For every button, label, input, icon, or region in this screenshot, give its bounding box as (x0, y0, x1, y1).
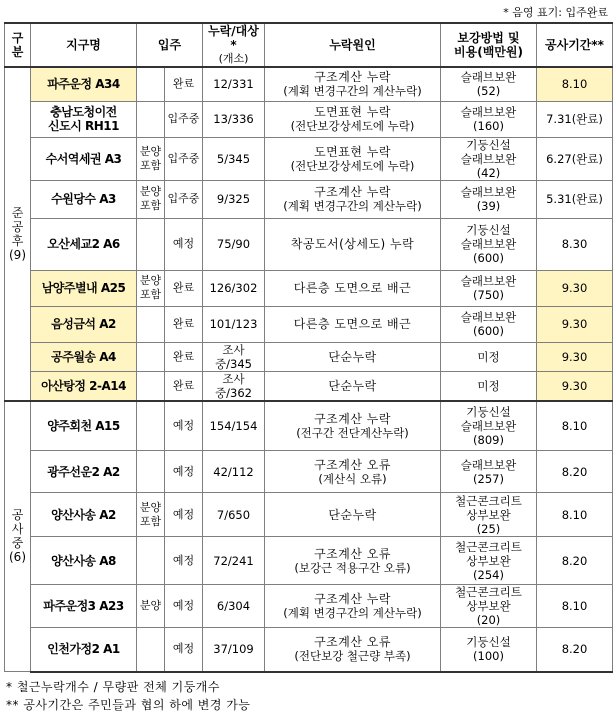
footnote-1: * 철근누락개수 / 무량판 전체 기둥개수 (6, 680, 220, 694)
omission-count: 154/154 (203, 401, 265, 451)
cause-cell (265, 218, 441, 270)
cause-main: 단순누락 (328, 378, 377, 393)
district-name: 양주회천 A15 (31, 401, 137, 451)
district-name: 파주운정 A34 (31, 67, 137, 101)
method-cell (441, 493, 537, 537)
table-body (5, 67, 613, 672)
cause-cell (265, 628, 441, 672)
method-cell (441, 218, 537, 270)
table-row (5, 493, 613, 537)
cause-cell (265, 67, 441, 101)
method-cell (441, 585, 537, 628)
period-cell: 8.30 (537, 218, 613, 270)
method-text: 철근콘크리트 상부보완 (455, 539, 522, 568)
cause-detail: (전단보강상세도에 누락) (290, 119, 415, 133)
method-text: 기둥신설 슬래브보완 (460, 137, 517, 166)
move-in-status: 예정 (165, 493, 203, 537)
period-cell: 9.30 (537, 371, 613, 401)
district-name: 광주선운2 A2 (31, 451, 137, 493)
cause-main: 구조계산 오류 (314, 635, 391, 650)
move-in-status: 예정 (165, 218, 203, 270)
omission-count: 75/90 (203, 218, 265, 270)
period-cell: 9.30 (537, 306, 613, 342)
cause-cell (265, 493, 441, 537)
cause-detail: (계획 변경구간의 계산누락) (283, 84, 422, 99)
method-text: 기둥신설 슬래브보완 (460, 404, 517, 433)
method-text: 철근콘크리트 상부보완 (455, 585, 522, 613)
cost-text: (600) (473, 251, 504, 265)
cause-cell (265, 101, 441, 137)
period-cell: 8.10 (537, 585, 613, 628)
cost-text: (160) (473, 119, 504, 133)
move-in-status: 입주중 (165, 180, 203, 218)
district-name: 파주운정3 A23 (31, 585, 137, 628)
cause-cell (265, 371, 441, 401)
method-cell (441, 137, 537, 180)
cause-main: 구조계산 누락 (314, 70, 391, 85)
scope-cell: 분양 포함 (137, 180, 165, 218)
period-cell: 8.10 (537, 401, 613, 451)
method-text: 슬래브보완 (460, 70, 517, 85)
method-text: 슬래브보완 (460, 310, 517, 324)
method-cell (441, 306, 537, 342)
omission-count: 조사중/362 (203, 371, 265, 401)
district-name: 양산사송 A8 (31, 537, 137, 585)
cost-text: (52) (476, 84, 501, 99)
header-group-text: 구분 (11, 31, 24, 59)
move-in-status: 예정 (165, 628, 203, 672)
table-row (5, 180, 613, 218)
cause-detail: (보강근 적용구간 오류) (294, 560, 411, 575)
move-in-status: 입주중 (165, 137, 203, 180)
move-in-status: 입주중 (165, 101, 203, 137)
method-text: 슬래브보완 (460, 274, 517, 288)
table-row (5, 342, 613, 371)
move-in-status: 완료 (165, 371, 203, 401)
table-row (5, 585, 613, 628)
omission-count: 37/109 (203, 628, 265, 672)
cost-text: (254) (473, 567, 504, 582)
method-cell (441, 371, 537, 401)
cost-text: (20) (476, 613, 501, 627)
cause-detail: (전단보강상세도에 누락) (290, 158, 415, 173)
scope-cell: 분양 포함 (137, 493, 165, 537)
cause-main: 다른층 도면으로 배근 (293, 281, 412, 295)
method-cell (441, 67, 537, 101)
omission-count: 126/302 (203, 270, 265, 306)
omission-count: 7/650 (203, 493, 265, 537)
header-method-label: 보강방법 및 (457, 31, 520, 45)
method-text: 철근콘크리트 상부보완 (455, 493, 522, 522)
header-omission-unit: (개소) (218, 52, 249, 65)
cause-main: 단순누락 (328, 349, 377, 364)
scope-cell: 분양 포함 (137, 137, 165, 180)
cause-main: 구조계산 누락 (314, 411, 391, 426)
header-cost-label: 비용(백만원) (454, 45, 523, 59)
cause-cell (265, 585, 441, 628)
cause-main: 도면표현 누락 (314, 105, 391, 119)
cause-main: 구조계산 누락 (314, 185, 391, 199)
cause-main: 구조계산 오류 (314, 546, 391, 561)
scope-cell (137, 371, 165, 401)
method-cell (441, 451, 537, 493)
header-move-in: 입주 (137, 23, 203, 67)
omission-count: 9/325 (203, 180, 265, 218)
footnote-2: ** 공사기간은 주민들과 협의 하에 변경 가능 (6, 698, 251, 712)
cause-main: 단순누락 (328, 507, 377, 522)
district-name: 남양주별내 A25 (31, 270, 137, 306)
district-name: 수원당수 A3 (31, 180, 137, 218)
cause-cell (265, 342, 441, 371)
cost-text: (600) (473, 324, 504, 338)
shading-note: * 음영 표기: 입주완료 (503, 6, 608, 19)
district-name: 인천가정2 A1 (31, 628, 137, 672)
method-text: 슬래브보완 (460, 105, 517, 119)
scope-cell: 분양 (137, 585, 165, 628)
method-text: 슬래브보완 (460, 457, 517, 472)
scope-cell (137, 67, 165, 101)
cost-text: (100) (473, 649, 504, 664)
scope-cell: 분양 포함 (137, 270, 165, 306)
table-row (5, 270, 613, 306)
omission-count: 12/331 (203, 67, 265, 101)
method-text: 미정 (477, 378, 500, 393)
period-cell: 9.30 (537, 342, 613, 371)
table-row (5, 371, 613, 401)
cost-text: (809) (473, 432, 504, 447)
scope-cell (137, 628, 165, 672)
method-cell (441, 342, 537, 371)
omission-count: 101/123 (203, 306, 265, 342)
scope-cell (137, 101, 165, 137)
period-cell: 9.30 (537, 270, 613, 306)
header-omission (203, 23, 265, 67)
district-name: 충남도청이전 신도시 RH11 (31, 101, 137, 137)
cost-text: (42) (476, 165, 501, 180)
method-cell (441, 401, 537, 451)
header-district: 지구명 (31, 23, 137, 67)
cause-main: 구조계산 누락 (314, 592, 391, 606)
cost-text: (750) (473, 288, 504, 302)
cause-cell (265, 137, 441, 180)
header-period: 공사기간** (537, 23, 613, 67)
table-row (5, 67, 613, 101)
table-row (5, 401, 613, 451)
omission-table (4, 22, 613, 673)
period-cell: 6.27(완료) (537, 137, 613, 180)
omission-count: 13/336 (203, 101, 265, 137)
header-group (5, 23, 31, 67)
cause-main: 착공도서(상세도) 누락 (290, 237, 415, 251)
cost-text: (39) (476, 199, 501, 213)
cause-detail: (계획 변경구간의 계산누락) (283, 199, 422, 213)
cause-main: 도면표현 누락 (314, 144, 391, 159)
cause-detail: (계산식 오류) (318, 471, 387, 486)
scope-cell (137, 342, 165, 371)
header-omission-label: 누락/대상* (208, 24, 259, 52)
district-name: 아산탕정 2-A14 (31, 371, 137, 401)
scope-cell (137, 451, 165, 493)
cost-text: (257) (473, 471, 504, 486)
district-name: 수서역세권 A3 (31, 137, 137, 180)
period-cell: 8.20 (537, 628, 613, 672)
move-in-status: 예정 (165, 451, 203, 493)
group-completed: 준 공 후 (9) (5, 67, 31, 401)
method-text: 기둥신설 (466, 635, 511, 650)
cause-main: 구조계산 오류 (314, 457, 391, 472)
method-cell (441, 180, 537, 218)
header-row (5, 23, 613, 67)
scope-cell (137, 218, 165, 270)
table-row (5, 451, 613, 493)
scope-cell (137, 401, 165, 451)
move-in-status: 완료 (165, 67, 203, 101)
method-cell (441, 270, 537, 306)
omission-count: 72/241 (203, 537, 265, 585)
period-cell: 7.31(완료) (537, 101, 613, 137)
method-cell (441, 101, 537, 137)
method-text: 기둥신설 슬래브보완 (460, 223, 517, 251)
district-name: 음성금석 A2 (31, 306, 137, 342)
table-row (5, 306, 613, 342)
method-cell (441, 537, 537, 585)
move-in-status: 완료 (165, 342, 203, 371)
period-cell: 8.10 (537, 493, 613, 537)
group-under-construction: 공 사 중 (6) (5, 401, 31, 672)
move-in-status: 예정 (165, 537, 203, 585)
header-cause: 누락원인 (265, 23, 441, 67)
move-in-status: 완료 (165, 306, 203, 342)
method-text: 슬래브보완 (460, 185, 517, 199)
header-method (441, 23, 537, 67)
period-cell: 8.10 (537, 67, 613, 101)
table-row (5, 101, 613, 137)
cause-cell (265, 451, 441, 493)
period-cell: 8.20 (537, 537, 613, 585)
cost-text: (25) (476, 521, 501, 536)
table-row (5, 137, 613, 180)
cause-detail: (전단보강 철근량 부족) (294, 649, 411, 664)
cause-cell (265, 401, 441, 451)
cause-cell (265, 180, 441, 218)
table-row (5, 628, 613, 672)
move-in-status: 완료 (165, 270, 203, 306)
cause-cell (265, 270, 441, 306)
omission-count: 조사중/345 (203, 342, 265, 371)
method-text: 미정 (477, 349, 500, 364)
district-name: 오산세교2 A6 (31, 218, 137, 270)
period-cell: 8.20 (537, 451, 613, 493)
cause-detail: (전구간 전단계산누락) (296, 425, 409, 440)
omission-count: 6/304 (203, 585, 265, 628)
cause-main: 다른층 도면으로 배근 (293, 317, 412, 331)
cause-cell (265, 306, 441, 342)
district-name: 양산사송 A2 (31, 493, 137, 537)
period-cell: 5.31(완료) (537, 180, 613, 218)
district-name: 공주월송 A4 (31, 342, 137, 371)
cause-detail: (계획 변경구간의 계산누락) (283, 606, 422, 620)
scope-cell (137, 306, 165, 342)
move-in-status: 예정 (165, 401, 203, 451)
cause-cell (265, 537, 441, 585)
method-cell (441, 628, 537, 672)
omission-count: 5/345 (203, 137, 265, 180)
move-in-status: 예정 (165, 585, 203, 628)
scope-cell (137, 537, 165, 585)
omission-count: 42/112 (203, 451, 265, 493)
table-row (5, 537, 613, 585)
table-row (5, 218, 613, 270)
